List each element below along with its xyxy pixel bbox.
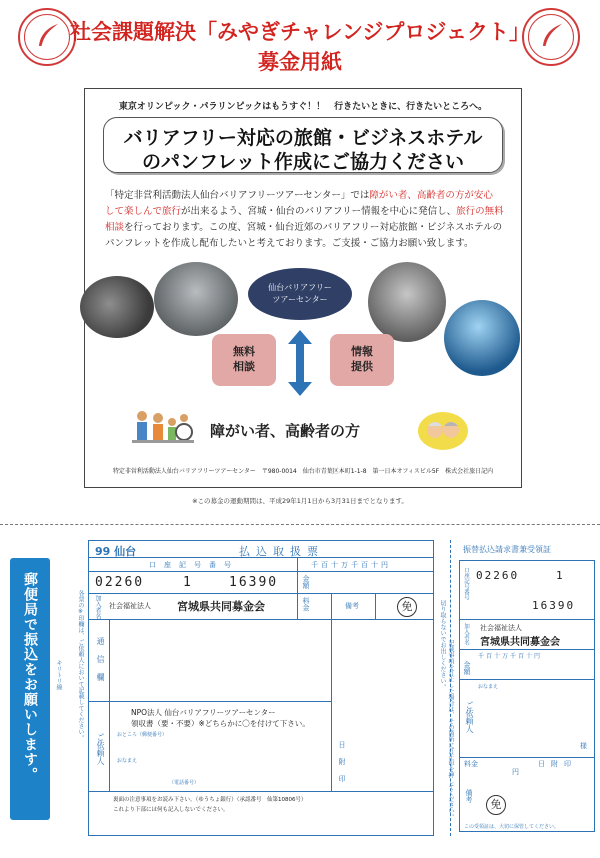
headline-line-2: のパンフレット作成にご協力ください <box>141 151 465 173</box>
box-label: 情報 提供 <box>351 345 373 373</box>
slip-title: 払込取扱票 <box>239 545 324 558</box>
exempt-stamp: 免 <box>397 597 417 617</box>
receipt-account-prefix: 02260 <box>476 569 520 582</box>
receipt-account-check: 1 <box>556 569 565 582</box>
receipt-payee-label: 加入者名 <box>463 623 469 645</box>
account-number[interactable]: 16390 <box>229 575 279 590</box>
receipt-account-number: 16390 <box>532 599 576 612</box>
phone-label: （電話番号） <box>169 780 200 786</box>
target-audience-text: 障がい者、高齢者の方 <box>210 422 361 440</box>
fee-label: 料金 <box>302 597 310 611</box>
payee-label: 加入者名 <box>94 595 101 619</box>
receipt-remarks-label: 備考 <box>465 789 473 803</box>
headline-box <box>103 117 503 173</box>
cut-line-label: キリトリ線 <box>55 660 62 690</box>
receipt-honorific: 様 <box>580 742 587 750</box>
account-check-digit[interactable]: 1 <box>183 575 193 590</box>
center-label: 仙台バリアフリー ツアーセンター <box>268 283 332 304</box>
receipt-name-label: おなまえ <box>478 684 499 690</box>
amount-label: 金額 <box>302 575 310 589</box>
receipt-account-label: 口座記号番号 <box>463 567 469 600</box>
bottom-note: これより下部には何も記入しないでください。 <box>113 807 229 813</box>
payee-prefix: 社会福祉法人 <box>109 602 151 610</box>
post-office-instruction-tab <box>10 558 50 820</box>
receipt-payee-name: 宮城県共同募金会 <box>480 637 560 648</box>
headline-line-1: バリアフリー対応の旅館・ビジネスホテル <box>123 127 483 149</box>
body-part: 「特定非営利活動法人仙台バリアフリーツアーセンター」では <box>105 190 370 201</box>
payee-name: 宮城県共同募金会 <box>177 600 265 613</box>
message-line-1[interactable]: NPO法人 仙台バリアフリーツアーセンター <box>131 708 276 717</box>
message-label: 通信欄 <box>96 637 105 691</box>
office-code-value: 99 <box>95 545 111 558</box>
transfer-slip <box>88 540 434 836</box>
account-label: 口座記号番号 <box>149 561 239 569</box>
double-arrow-icon <box>288 330 312 396</box>
information-box <box>330 334 394 386</box>
flyer-footer: 特定非営利活動法人仙台バリアフリーツアーセンター 〒980-0014 仙台市青葉区本町1-1-8 第一日本オフィスビル5F 株式会社旅日記内 <box>112 468 494 475</box>
receipt-fee-label: 料金 <box>464 760 478 768</box>
photo-circle <box>368 262 446 342</box>
do-not-cut-note: 切り取らないでお出しください。 <box>439 600 446 690</box>
receipt-payee-prefix: 社会福祉法人 <box>480 624 522 632</box>
body-part: パンフレットを作成し配布したいと考えております。ご支援・ご協力お願い致します。 <box>105 238 474 249</box>
office-name-value: 仙台 <box>114 545 137 558</box>
receipt-yen: 円 <box>512 768 519 776</box>
correction-note: 記載事項を訂正した場合は、その箇所に訂正印を押してください。 <box>447 640 454 820</box>
receipt-frame <box>459 560 595 832</box>
center-organization-oval <box>248 268 352 320</box>
receipt-exempt-stamp: 免 <box>486 795 506 815</box>
receipt-date-stamp-label: 日附印 <box>538 760 577 768</box>
receipt-amount-label: 金額 <box>463 661 471 675</box>
address-label: おところ（郵便番号） <box>117 732 168 738</box>
left-entry-note: 各票の※印欄は、ご依頼人において記載してください。 <box>77 590 84 741</box>
body-part: を行っております。この度、宮城・仙台近郊のバリアフリー対応旅館・ビジネスホテルの <box>124 222 503 233</box>
payer-label: ご依頼人 <box>96 733 105 765</box>
page-title: 社会課題解決「みやぎチャレンジプロジェクト」 <box>70 20 530 44</box>
post-office-instruction-text: 郵便局で振込をお願いします。 <box>22 572 38 782</box>
body-part: が出来るよう、宮城・仙台のバリアフリー情報を中心に発信し、 <box>181 206 457 217</box>
receipt-amount-units: 千百十万千百十円 <box>478 653 543 660</box>
receipt-bottom-note: この受領証は、大切に保管してください。 <box>464 824 560 830</box>
cut-line <box>0 524 600 525</box>
body-highlight: 旅行の無料 <box>456 206 504 217</box>
seniors-illustration-icon <box>418 412 468 450</box>
body-highlight: して楽しんで旅行 <box>105 206 182 217</box>
date-stamp-label: 日附印 <box>338 741 346 792</box>
message-line-2[interactable]: 領収書（要・不要）※どちらかに〇を付けて下さい。 <box>131 719 310 728</box>
remarks-label: 備考 <box>345 602 359 610</box>
page-subtitle: 募金用紙 <box>258 50 342 74</box>
office-code <box>95 543 136 559</box>
photo-circle <box>80 276 154 338</box>
free-consultation-box <box>212 334 276 386</box>
photo-circle-aquarium <box>444 300 520 376</box>
campaign-period-notice: ※この募金の運動期間は、平成29年1月1日から3月31日までとなります。 <box>192 497 408 505</box>
box-label: 無料 相談 <box>233 345 255 373</box>
body-highlight: 相談 <box>105 222 125 233</box>
photo-circle <box>154 262 238 336</box>
receipt-stub <box>450 540 598 836</box>
fee-note: 裏面の注意事項をお読み下さい。（ゆうちょ銀行）（承認番号 仙第10806号） <box>113 797 307 803</box>
account-prefix[interactable]: 02260 <box>95 575 145 590</box>
amount-units: 千百十万千百十円 <box>311 561 391 569</box>
name-label: おなまえ <box>117 758 138 764</box>
flyer-tagline: 東京オリンピック・パラリンピックはもうすぐ！！ 行きたいときに、行きたいところへ。 <box>118 102 488 112</box>
people-illustration-icon <box>132 404 194 454</box>
body-highlight: 障がい者、高齢者の方が安心 <box>369 190 493 201</box>
receipt-payer-label: ご依頼人 <box>465 701 474 733</box>
flyer-body-text <box>105 188 505 252</box>
receipt-title: 振替払込請求書兼受領証 <box>463 545 551 554</box>
